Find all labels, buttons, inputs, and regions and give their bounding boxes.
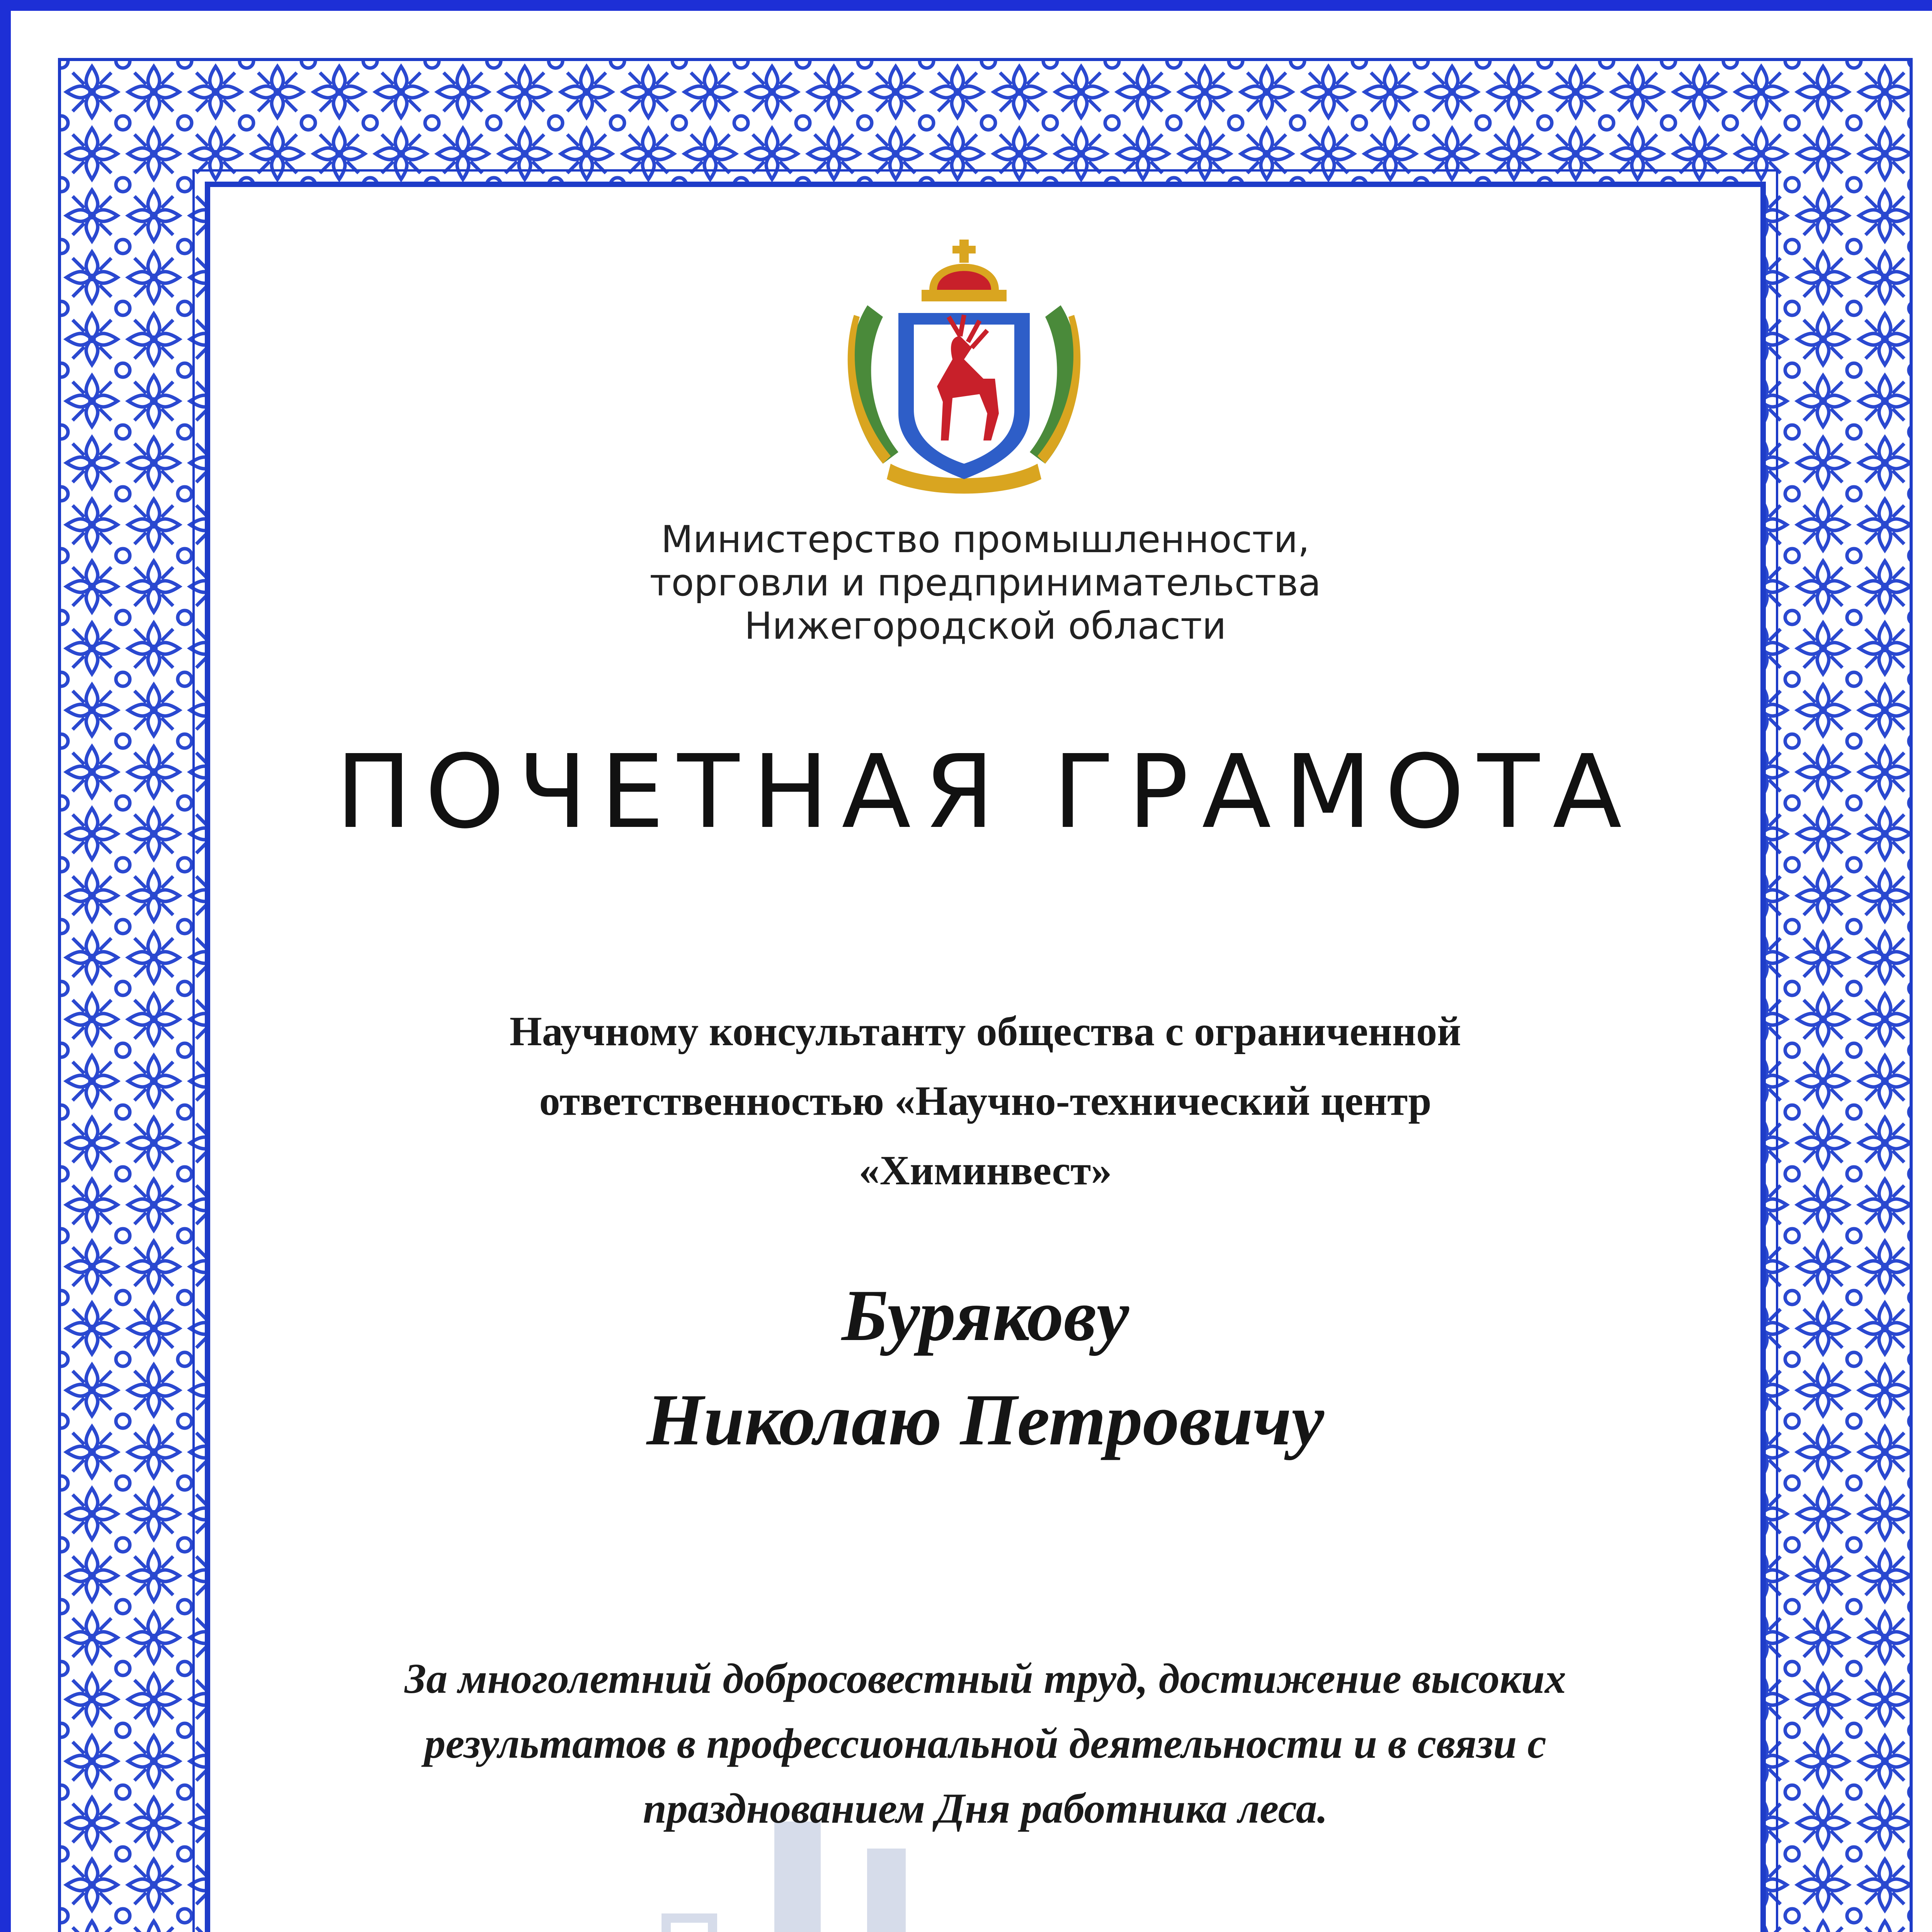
recipient-org-line-3: «Химинвест» [859, 1148, 1112, 1194]
award-reason [270, 1646, 1700, 1841]
recipient-given-names: Николаю Петровичу [646, 1379, 1324, 1461]
coat-of-arms-icon [825, 232, 1103, 510]
reason-line-2: результатов в профессиональной деятельности и в связи с [424, 1720, 1546, 1767]
recipient-organization [290, 997, 1681, 1206]
document-title: ПОЧЕТНАЯ ГРАМОТА [335, 733, 1635, 851]
ministry-line-3: Нижегородской области [744, 604, 1226, 648]
recipient-org-line-2: ответственностью «Научно-технический центр [539, 1078, 1432, 1124]
recipient-surname: Бурякову [842, 1275, 1129, 1356]
ministry-name [464, 518, 1507, 648]
reason-line-3: празднованием Дня работника леса. [643, 1785, 1328, 1832]
ministry-line-1: Министерство промышленности, [661, 518, 1310, 561]
ministry-line-2: торговли и предпринимательства [650, 561, 1321, 604]
recipient-name [348, 1264, 1623, 1472]
reason-line-1: За многолетний добросовестный труд, достижение высоких [405, 1655, 1566, 1702]
recipient-org-line-1: Научному консультанту общества с ограниченной [509, 1009, 1461, 1054]
